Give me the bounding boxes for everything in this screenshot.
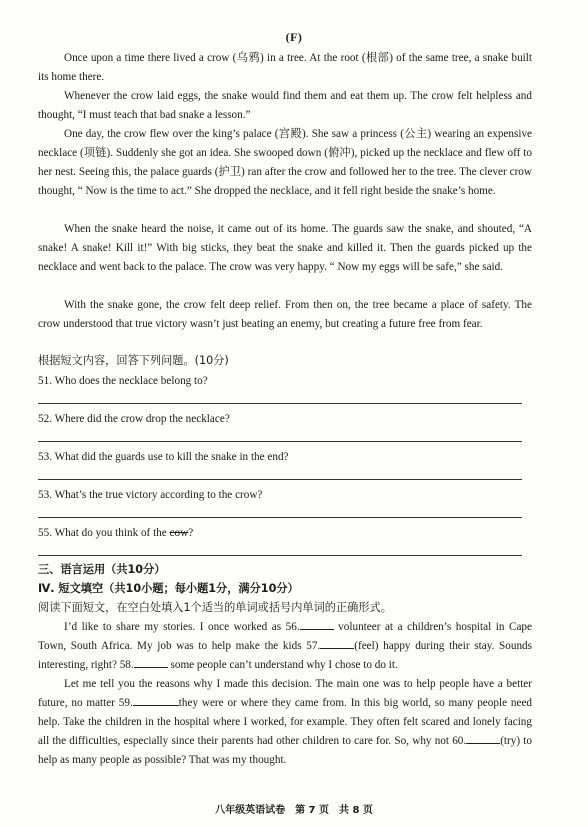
cloze-text: Let me tell you the reasons why I made this decision. The main one was to help people have a better future, no matter 59. — [38, 678, 532, 709]
blank-58[interactable] — [134, 657, 168, 668]
part4-heading: Ⅳ. 短文填空（共10小题；每小题1分，满分10分） — [38, 582, 299, 595]
questions-instruction: 根据短文内容，回答下列问题。(10分) — [38, 354, 229, 367]
answer-line-53[interactable] — [38, 479, 522, 480]
part4-instruction: 阅读下面短文，在空白处填入1个适当的单词或括号内单词的正确形式。 — [38, 601, 392, 614]
blank-60[interactable] — [466, 733, 500, 744]
blank-59[interactable] — [133, 695, 179, 706]
answer-line-51[interactable] — [38, 403, 522, 404]
answer-line-55[interactable] — [38, 555, 522, 556]
question-55 — [38, 525, 532, 541]
question-55-suffix: ? — [188, 527, 194, 539]
blank-57[interactable] — [320, 638, 354, 649]
question-52: 52. Where did the crow drop the necklace? — [38, 413, 230, 425]
cloze-text: some people can’t understand why I chose to do it. — [167, 659, 398, 671]
section-label: (F) — [285, 30, 303, 44]
answer-line-52[interactable] — [38, 441, 522, 442]
cloze-text: (try) to help as many people as possible? That was my thought. — [38, 735, 532, 766]
question-55-struck-word: cow — [169, 527, 189, 539]
cloze-text: (feel) happy during their stay. Sounds interesting, right? 58. — [38, 640, 533, 671]
story-paragraph-1: Once upon a time there lived a crow (乌鸦) in a tree. At the root (根部) of the same tree, a snake built its home there. — [38, 52, 532, 83]
cloze-paragraph-1 — [38, 618, 532, 675]
question-54: 53. What’s the true victory according to the crow? — [38, 489, 263, 501]
blank-56[interactable] — [300, 619, 334, 630]
story-paragraph-2: Whenever the crow laid eggs, the snake would find them and eat them up. The crow felt helpless and thought, “I must teach that bad snake a lesson.” — [38, 90, 532, 121]
cloze-text: they were or where they came from. In this big world, so many people need help. Take the children in the hospital where I worked, for example. They often felt scared and lonely facing all the difficulties, especially since their parents had other children to care for. So, why not 60. — [38, 697, 532, 747]
story-paragraph-5: With the snake gone, the crow felt deep relief. From then on, the tree became a place of safety. The crow understood that true victory wasn’t just beating an enemy, but creating a future free from fear. — [38, 299, 532, 330]
cloze-paragraph-2 — [38, 675, 532, 770]
question-55-prefix: 55. What do you think of the — [38, 527, 170, 539]
cloze-text: volunteer at a children’s hospital in Cape Town, South Africa. My job was to help make the kids 57. — [38, 621, 532, 652]
part3-heading: 三、语言运用（共10分） — [38, 563, 166, 576]
story-paragraph-3: One day, the crow flew over the king’s palace (宫殿). She saw a princess (公主) wearing an expensive necklace (项链). Suddenly she got an idea. She swooped down (俯冲), picked up the necklace and flew off to her nest. Seeing this, the palace guards (护卫) ran after the crow and followed her to the tree. The clever crow thought, “ Now is the time to act.” She dropped the necklace, and it fell right beside the snake’s home. — [38, 128, 532, 197]
page-footer: 八年级英语试卷 第 7 页 共 8 页 — [215, 805, 373, 816]
story-paragraph-4: When the snake heard the noise, it came out of its home. The guards saw the snake, and shouted, “A snake! A snake! Kill it!” With big sticks, they beat the snake and killed it. Then the guards picked up the necklace and went back to the palace. The crow was very happy. “ Now my eggs will be safe,” she said. — [38, 223, 532, 273]
answer-line-54[interactable] — [38, 517, 522, 518]
question-53: 53. What did the guards use to kill the snake in the end? — [38, 451, 289, 463]
question-51: 51. Who does the necklace belong to? — [38, 375, 208, 387]
cloze-text: I’d like to share my stories. I once worked as 56. — [64, 621, 300, 633]
